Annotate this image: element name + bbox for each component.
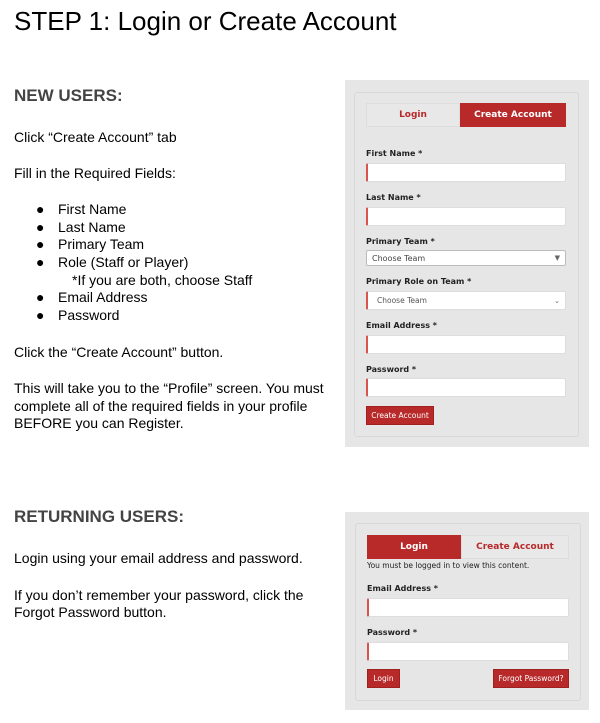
- list-item-text: Password: [58, 307, 120, 323]
- first-name-input[interactable]: [366, 163, 566, 182]
- instruction: Login using your email address and password.: [14, 550, 303, 566]
- returning-users-heading: RETURNING USERS:: [14, 507, 185, 526]
- list-item-text: First Name: [58, 201, 127, 217]
- chevron-down-icon: ⌄: [554, 296, 560, 305]
- password-input[interactable]: [366, 378, 566, 397]
- primary-role-label: Primary Role on Team *: [366, 277, 472, 286]
- list-item: ● Primary Team: [36, 236, 145, 252]
- list-item-text: Last Name: [58, 219, 126, 235]
- list-item: ● First Name: [36, 201, 127, 217]
- password-label: Password *: [367, 628, 418, 637]
- instruction: Fill in the Required Fields:: [14, 165, 176, 181]
- primary-role-value: Choose Team: [377, 296, 427, 305]
- email-input[interactable]: [367, 598, 569, 617]
- create-account-button[interactable]: Create Account: [366, 406, 434, 425]
- page-title: STEP 1: Login or Create Account: [14, 6, 397, 36]
- primary-role-select[interactable]: [366, 291, 566, 310]
- list-item: ● Password: [36, 307, 120, 323]
- email-input[interactable]: [366, 335, 566, 354]
- chevron-down-icon: ▼: [554, 254, 560, 262]
- instruction: complete all of the required fields in your profile: [14, 398, 308, 414]
- login-button[interactable]: Login: [367, 669, 400, 688]
- primary-team-label: Primary Team *: [366, 237, 435, 246]
- instruction: This will take you to the “Profile” screen. You must: [14, 380, 324, 396]
- role-note: *If you are both, choose Staff: [72, 272, 253, 288]
- instruction: If you don’t remember your password, click the: [14, 587, 304, 603]
- list-item: ● Email Address: [36, 289, 148, 305]
- email-label: Email Address *: [367, 584, 438, 593]
- primary-team-value: Choose Team: [372, 253, 426, 263]
- list-item-text: Role (Staff or Player): [58, 254, 189, 270]
- forgot-password-button[interactable]: Forgot Password?: [493, 669, 569, 688]
- tab-login[interactable]: Login: [367, 535, 461, 559]
- primary-team-select[interactable]: [366, 250, 566, 266]
- list-item: ● Last Name: [36, 219, 126, 235]
- new-users-heading: NEW USERS:: [14, 86, 123, 105]
- password-input[interactable]: [367, 642, 569, 661]
- email-label: Email Address *: [366, 321, 437, 330]
- tab-login[interactable]: Login: [366, 103, 460, 127]
- last-name-label: Last Name *: [366, 193, 421, 202]
- instruction: BEFORE you can Register.: [14, 415, 184, 431]
- list-item-text: Primary Team: [58, 236, 145, 252]
- instruction: Click “Create Account” tab: [14, 129, 177, 145]
- list-item: ● Role (Staff or Player): [36, 254, 189, 270]
- last-name-input[interactable]: [366, 207, 566, 226]
- list-item-text: Email Address: [58, 289, 148, 305]
- password-label: Password *: [366, 365, 417, 374]
- tab-create-account[interactable]: Create Account: [461, 535, 569, 559]
- first-name-label: First Name *: [366, 149, 423, 158]
- login-message: You must be logged in to view this content.: [367, 561, 530, 570]
- tab-create-account[interactable]: Create Account: [460, 103, 566, 127]
- instruction: Forgot Password button.: [14, 604, 167, 620]
- instruction: Click the “Create Account” button.: [14, 344, 224, 360]
